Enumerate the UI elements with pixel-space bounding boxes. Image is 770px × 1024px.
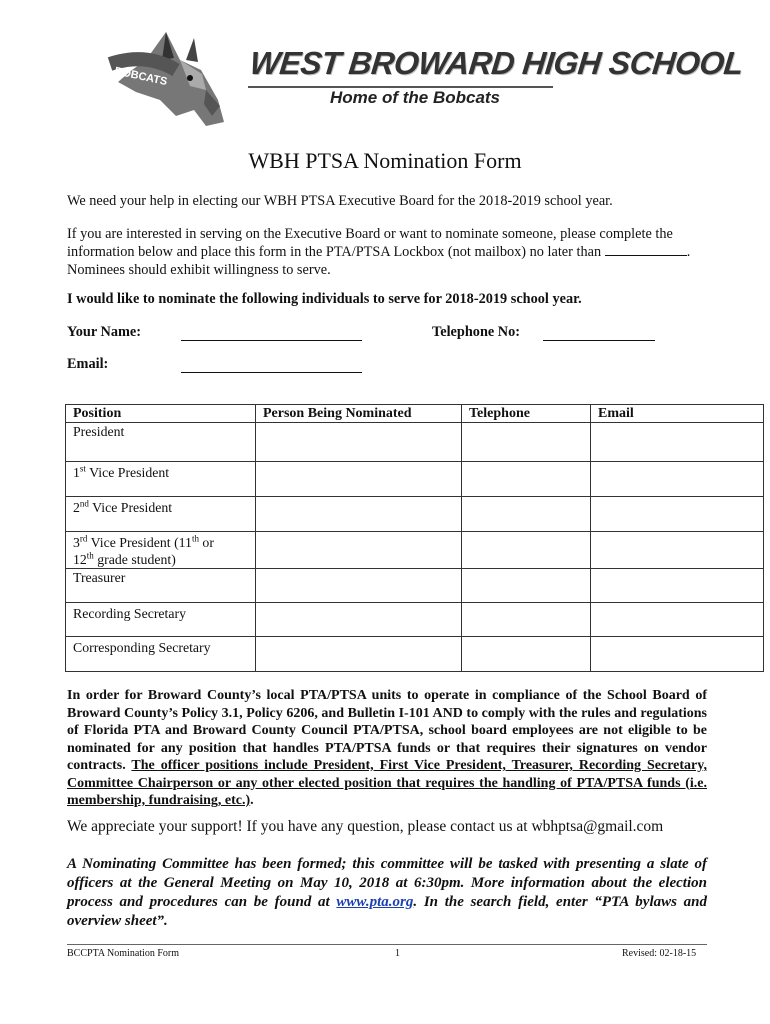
nomination-table xyxy=(65,404,764,672)
telephone-cell[interactable] xyxy=(462,462,591,497)
email-cell[interactable] xyxy=(591,532,764,569)
telephone-cell[interactable] xyxy=(462,637,591,672)
ordinal-suffix: th xyxy=(191,533,199,544)
table-header-row xyxy=(66,405,764,423)
position-name: or xyxy=(198,535,214,550)
pta-website-link[interactable]: www.pta.org xyxy=(336,894,414,910)
committee-text: A Nominating Committee has been formed; this committee will be tasked with presenting a slate of officers at the General Meeting on May 10, 2018 at 6:30pm. More information about the election process and procedures can be found at xyxy=(67,856,707,910)
nominate-heading: I would like to nominate the following individuals to serve for 2018-2019 school year. xyxy=(67,291,582,307)
table-row xyxy=(66,462,764,497)
position-cell: Corresponding Secretary xyxy=(66,637,256,672)
email-label: Email: xyxy=(67,356,109,372)
ordinal-number: 2 xyxy=(73,500,80,515)
position-name: Vice President (11 xyxy=(87,535,192,550)
position-qualifier: grade student) xyxy=(93,552,176,567)
your-name-label: Your Name: xyxy=(67,324,141,340)
header-person: Person Being Nominated xyxy=(256,405,462,423)
instructions-text: If you are interested in serving on the Executive Board or want to nominate someone, please complete the information below and place this form in the PTA/PTSA Lockbox (not mailbox) no later than xyxy=(67,226,673,260)
deadline-blank[interactable] xyxy=(605,243,687,256)
ordinal-suffix: st xyxy=(79,463,86,474)
nominee-cell[interactable] xyxy=(256,637,462,672)
school-name: WEST BROWARD HIGH SCHOOL xyxy=(248,45,745,81)
grade-number: 12 xyxy=(73,552,87,567)
notice-text: In order for Broward County’s local PTA/PTSA units to operate in compliance of the School Board of Broward County’s Policy 3.1, Policy 6206, and Bulletin I-101 AND to comply with the rules and regulations of Florida PTA and Broward County Council PTA/PTSA, school board employees are not eligible to be nominated for any position that handles PTA/PTSA funds or that requires their signatures on vendor contracts. xyxy=(67,688,707,773)
telephone-cell[interactable] xyxy=(462,497,591,532)
ordinal-suffix: rd xyxy=(79,533,88,544)
ordinal-suffix: nd xyxy=(79,498,89,509)
position-name: Vice President xyxy=(85,465,170,480)
nominee-cell[interactable] xyxy=(256,497,462,532)
ordinal-suffix: th xyxy=(86,550,94,561)
table-row xyxy=(66,423,764,462)
table-row xyxy=(66,569,764,603)
table-row xyxy=(66,532,764,569)
ordinal-number: 1 xyxy=(73,465,80,480)
table-row xyxy=(66,603,764,637)
intro-paragraph: We need your help in electing our WBH PTSA Executive Board for the 2018-2019 school year. xyxy=(67,193,613,209)
telephone-cell[interactable] xyxy=(462,603,591,637)
school-tagline: Home of the Bobcats xyxy=(330,88,501,107)
footer-revised-date: Revised: 02-18-15 xyxy=(622,948,697,959)
header-position: Position xyxy=(66,405,256,423)
header-email: Email xyxy=(591,405,764,423)
position-cell: Treasurer xyxy=(66,569,256,603)
nominee-cell[interactable] xyxy=(256,462,462,497)
telephone-cell[interactable] xyxy=(462,532,591,569)
committee-text-end: . In the search field, enter “PTA bylaws and overview sheet”. xyxy=(67,894,707,929)
position-name: Vice President xyxy=(88,500,173,515)
nominee-cell[interactable] xyxy=(256,532,462,569)
instructions-paragraph xyxy=(67,225,707,279)
nominee-cell[interactable] xyxy=(256,423,462,462)
notice-end: . xyxy=(250,793,254,808)
email-cell[interactable] xyxy=(591,603,764,637)
nominee-cell[interactable] xyxy=(256,603,462,637)
email-cell[interactable] xyxy=(591,462,764,497)
telephone-field[interactable] xyxy=(543,340,655,341)
position-cell xyxy=(66,497,256,532)
your-name-field[interactable] xyxy=(181,340,362,341)
table-row xyxy=(66,497,764,532)
form-title: WBH PTSA Nomination Form xyxy=(248,148,522,173)
email-field[interactable] xyxy=(181,372,362,373)
header-telephone: Telephone xyxy=(462,405,591,423)
telephone-cell[interactable] xyxy=(462,569,591,603)
table-row xyxy=(66,637,764,672)
footer-form-name: BCCPTA Nomination Form xyxy=(67,948,179,959)
ordinal-number: 3 xyxy=(73,535,80,550)
instructions-end: . Nominees should exhibit willingness to serve. xyxy=(67,244,691,278)
committee-paragraph xyxy=(67,855,707,931)
bobcat-mascot-logo xyxy=(106,30,234,130)
eligibility-notice xyxy=(67,687,707,810)
email-cell[interactable] xyxy=(591,569,764,603)
nominee-cell[interactable] xyxy=(256,569,462,603)
mascot-text: BOBCATS xyxy=(113,65,169,89)
position-cell xyxy=(66,462,256,497)
email-cell[interactable] xyxy=(591,497,764,532)
position-cell: President xyxy=(66,423,256,462)
email-cell[interactable] xyxy=(591,423,764,462)
footer-divider xyxy=(67,944,707,945)
email-cell[interactable] xyxy=(591,637,764,672)
position-cell xyxy=(66,532,256,569)
notice-officer-positions: The officer positions include President, First Vice President, Treasurer, Recording Secretary, Committee Chairperson or any other elected position that requires the handling of PTA/PTSA funds (i.e. membership, fundraising, etc.) xyxy=(67,758,707,808)
position-cell: Recording Secretary xyxy=(66,603,256,637)
telephone-cell[interactable] xyxy=(462,423,591,462)
appreciation-line: We appreciate your support! If you have any question, please contact us at wbhptsa@gmail.com xyxy=(67,818,664,835)
footer-page-number: 1 xyxy=(395,948,400,959)
telephone-label: Telephone No: xyxy=(432,324,521,340)
